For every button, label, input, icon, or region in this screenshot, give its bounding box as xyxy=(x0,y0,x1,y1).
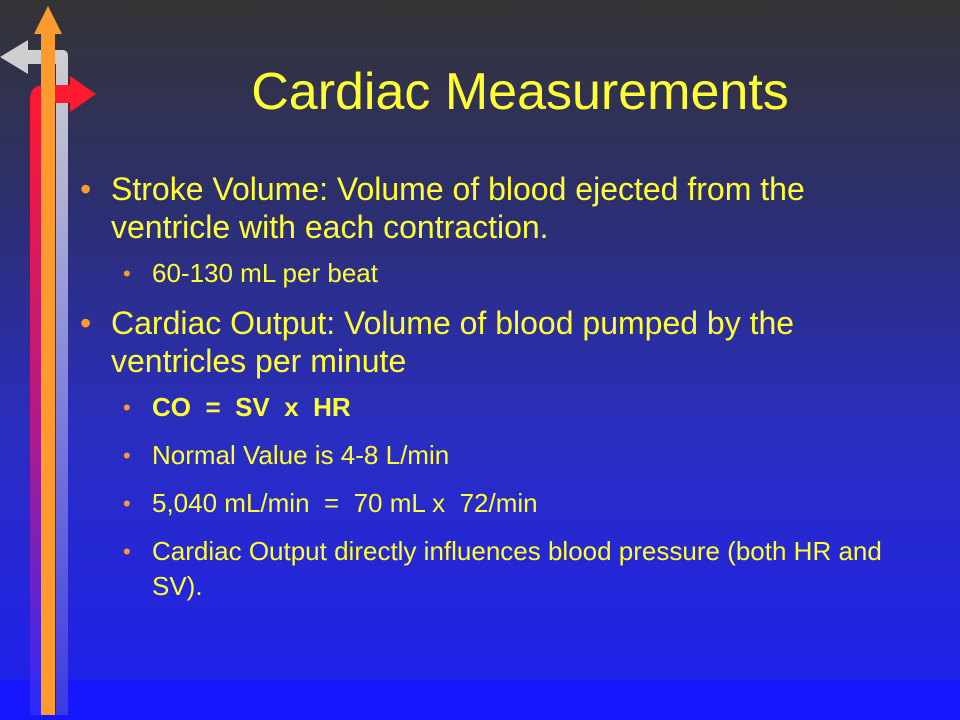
sub-bullet-formula xyxy=(123,390,910,425)
sub-bullet-normal-value xyxy=(123,438,910,473)
bullet-icon: • xyxy=(123,491,131,516)
bullet-stroke-volume xyxy=(80,170,910,246)
bullet-text: Cardiac Output: Volume of blood pumped by the ventricles per minute xyxy=(111,305,795,379)
slide-content xyxy=(80,170,910,617)
sub-bullet-text: 60-130 mL per beat xyxy=(152,258,378,288)
sub-bullet-text: CO = SV x HR xyxy=(152,392,351,422)
sub-bullet-blood-pressure xyxy=(123,534,910,604)
bullet-text: Stroke Volume: Volume of blood ejected from the ventricle with each contraction. xyxy=(111,171,805,245)
sub-bullet-text: Normal Value is 4-8 L/min xyxy=(152,440,450,470)
bullet-icon: • xyxy=(80,305,92,341)
bullet-icon: • xyxy=(123,261,131,286)
bullet-icon: • xyxy=(80,171,92,207)
bullet-icon: • xyxy=(123,539,131,564)
sub-bullet-text: Cardiac Output directly influences blood pressure (both HR and SV). xyxy=(152,536,882,601)
background-band xyxy=(0,680,960,720)
sub-bullet-text: 5,040 mL/min = 70 mL x 72/min xyxy=(152,488,538,518)
bullet-icon: • xyxy=(123,443,131,468)
bullet-cardiac-output xyxy=(80,304,910,380)
bullet-icon: • xyxy=(123,395,131,420)
slide-title: Cardiac Measurements xyxy=(251,63,789,121)
sub-bullet-stroke-volume-range xyxy=(123,256,910,291)
sub-bullet-example xyxy=(123,486,910,521)
